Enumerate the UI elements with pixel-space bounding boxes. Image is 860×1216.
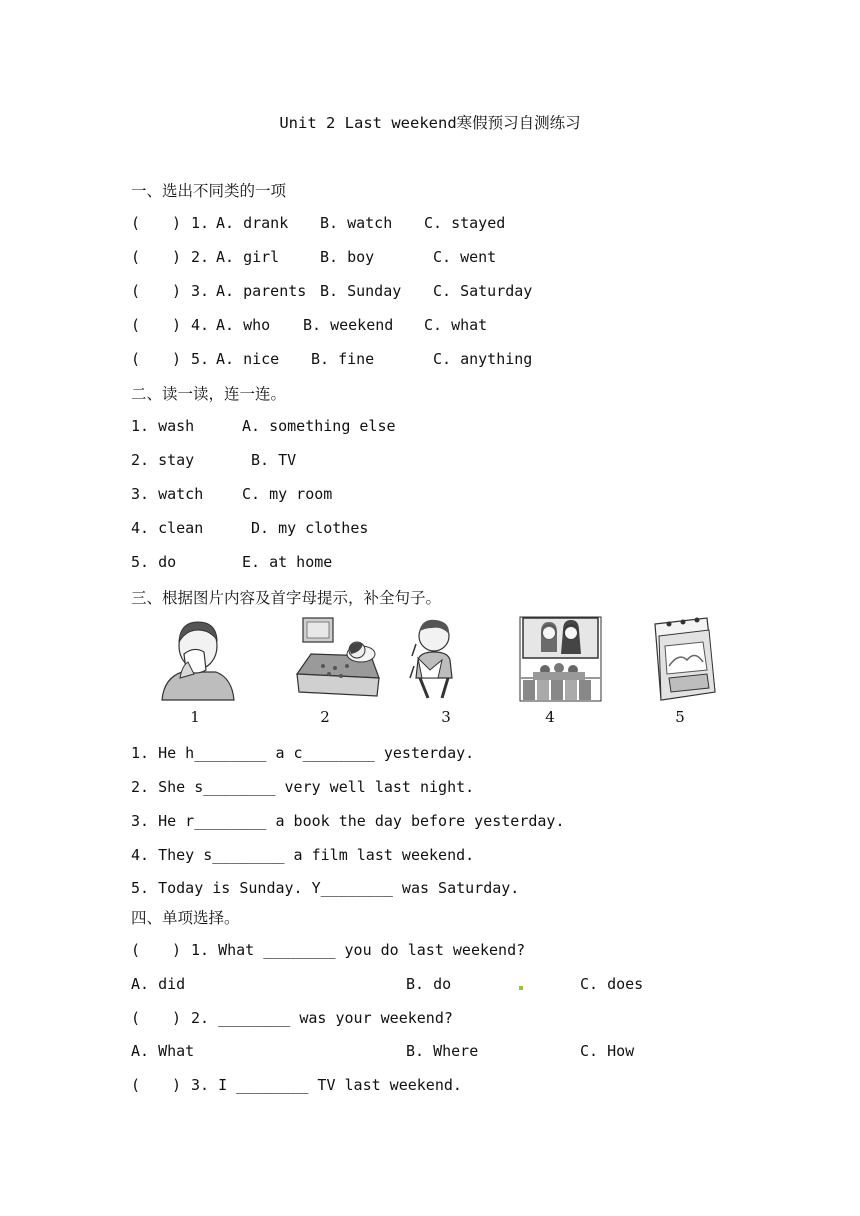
option-a: A. nice xyxy=(216,350,280,368)
option-b: B. boy xyxy=(320,248,375,266)
answer-paren-close: ) xyxy=(172,941,182,959)
option-c: C. Saturday xyxy=(433,282,533,300)
question-text: 1. What ________ you do last weekend? xyxy=(191,941,526,959)
option-c: C. does xyxy=(580,975,644,993)
option-b: B. do xyxy=(406,975,452,993)
answer-paren-close: ) xyxy=(172,316,182,334)
question-text: 2. ________ was your weekend? xyxy=(191,1009,453,1027)
picture-3-boy-reading xyxy=(408,616,462,702)
match-right: E. at home xyxy=(242,553,333,571)
match-left: 5. do xyxy=(131,553,177,571)
answer-paren-open: ( xyxy=(131,214,141,232)
option-c: C. How xyxy=(580,1042,635,1060)
item-number: 4. xyxy=(191,316,210,334)
answer-paren-close: ) xyxy=(172,214,182,232)
match-right: B. TV xyxy=(251,451,297,469)
fill-sentence: 4. They s________ a film last weekend. xyxy=(131,846,475,864)
green-dot-mark xyxy=(519,986,523,990)
picture-5-calendar xyxy=(653,616,717,702)
option-b: B. watch xyxy=(320,214,393,232)
answer-paren-open: ( xyxy=(131,248,141,266)
fill-sentence: 3. He r________ a book the day before yesterday. xyxy=(131,812,565,830)
answer-paren-open: ( xyxy=(131,1076,141,1094)
answer-paren-close: ) xyxy=(172,1076,182,1094)
option-a: A. did xyxy=(131,975,186,993)
match-right: C. my room xyxy=(242,485,333,503)
picture-4-cinema xyxy=(519,616,602,702)
option-c: C. went xyxy=(433,248,497,266)
answer-paren-close: ) xyxy=(172,1009,182,1027)
option-b: B. Sunday xyxy=(320,282,402,300)
option-c: C. what xyxy=(424,316,488,334)
option-a: A. parents xyxy=(216,282,307,300)
match-left: 1. wash xyxy=(131,417,195,435)
option-c: C. stayed xyxy=(424,214,506,232)
answer-paren-open: ( xyxy=(131,1009,141,1027)
match-left: 4. clean xyxy=(131,519,204,537)
answer-paren-close: ) xyxy=(172,248,182,266)
section-3-heading: 三、根据图片内容及首字母提示，补全句子。 xyxy=(131,589,442,607)
option-a: A. girl xyxy=(216,248,280,266)
picture-label: 1 xyxy=(190,708,200,726)
answer-paren-open: ( xyxy=(131,282,141,300)
question-text: 3. I ________ TV last weekend. xyxy=(191,1076,462,1094)
option-a: A. What xyxy=(131,1042,195,1060)
match-left: 3. watch xyxy=(131,485,204,503)
picture-label: 4 xyxy=(545,708,555,726)
match-right: D. my clothes xyxy=(251,519,369,537)
answer-paren-open: ( xyxy=(131,316,141,334)
answer-paren-open: ( xyxy=(131,941,141,959)
picture-label: 2 xyxy=(320,708,330,726)
option-b: B. weekend xyxy=(303,316,394,334)
item-number: 3. xyxy=(191,282,210,300)
answer-paren-open: ( xyxy=(131,350,141,368)
picture-label: 3 xyxy=(441,708,451,726)
item-number: 2. xyxy=(191,248,210,266)
option-b: B. Where xyxy=(406,1042,479,1060)
section-1-heading: 一、选出不同类的一项 xyxy=(131,182,287,200)
option-b: B. fine xyxy=(311,350,375,368)
option-a: A. drank xyxy=(216,214,289,232)
match-left: 2. stay xyxy=(131,451,195,469)
picture-label: 5 xyxy=(675,708,685,726)
fill-sentence: 2. She s________ very well last night. xyxy=(131,778,475,796)
option-c: C. anything xyxy=(433,350,533,368)
match-right: A. something else xyxy=(242,417,396,435)
picture-1-sick-person xyxy=(160,616,236,702)
fill-sentence: 1. He h________ a c________ yesterday. xyxy=(131,744,475,762)
answer-paren-close: ) xyxy=(172,350,182,368)
page-title: Unit 2 Last weekend寒假预习自测练习 xyxy=(279,114,581,132)
picture-2-girl-sleeping xyxy=(295,616,381,702)
item-number: 1. xyxy=(191,214,210,232)
fill-sentence: 5. Today is Sunday. Y________ was Saturday. xyxy=(131,879,520,897)
option-a: A. who xyxy=(216,316,271,334)
section-2-heading: 二、读一读，连一连。 xyxy=(131,385,287,403)
section-4-heading: 四、单项选择。 xyxy=(131,909,240,927)
answer-paren-close: ) xyxy=(172,282,182,300)
item-number: 5. xyxy=(191,350,210,368)
